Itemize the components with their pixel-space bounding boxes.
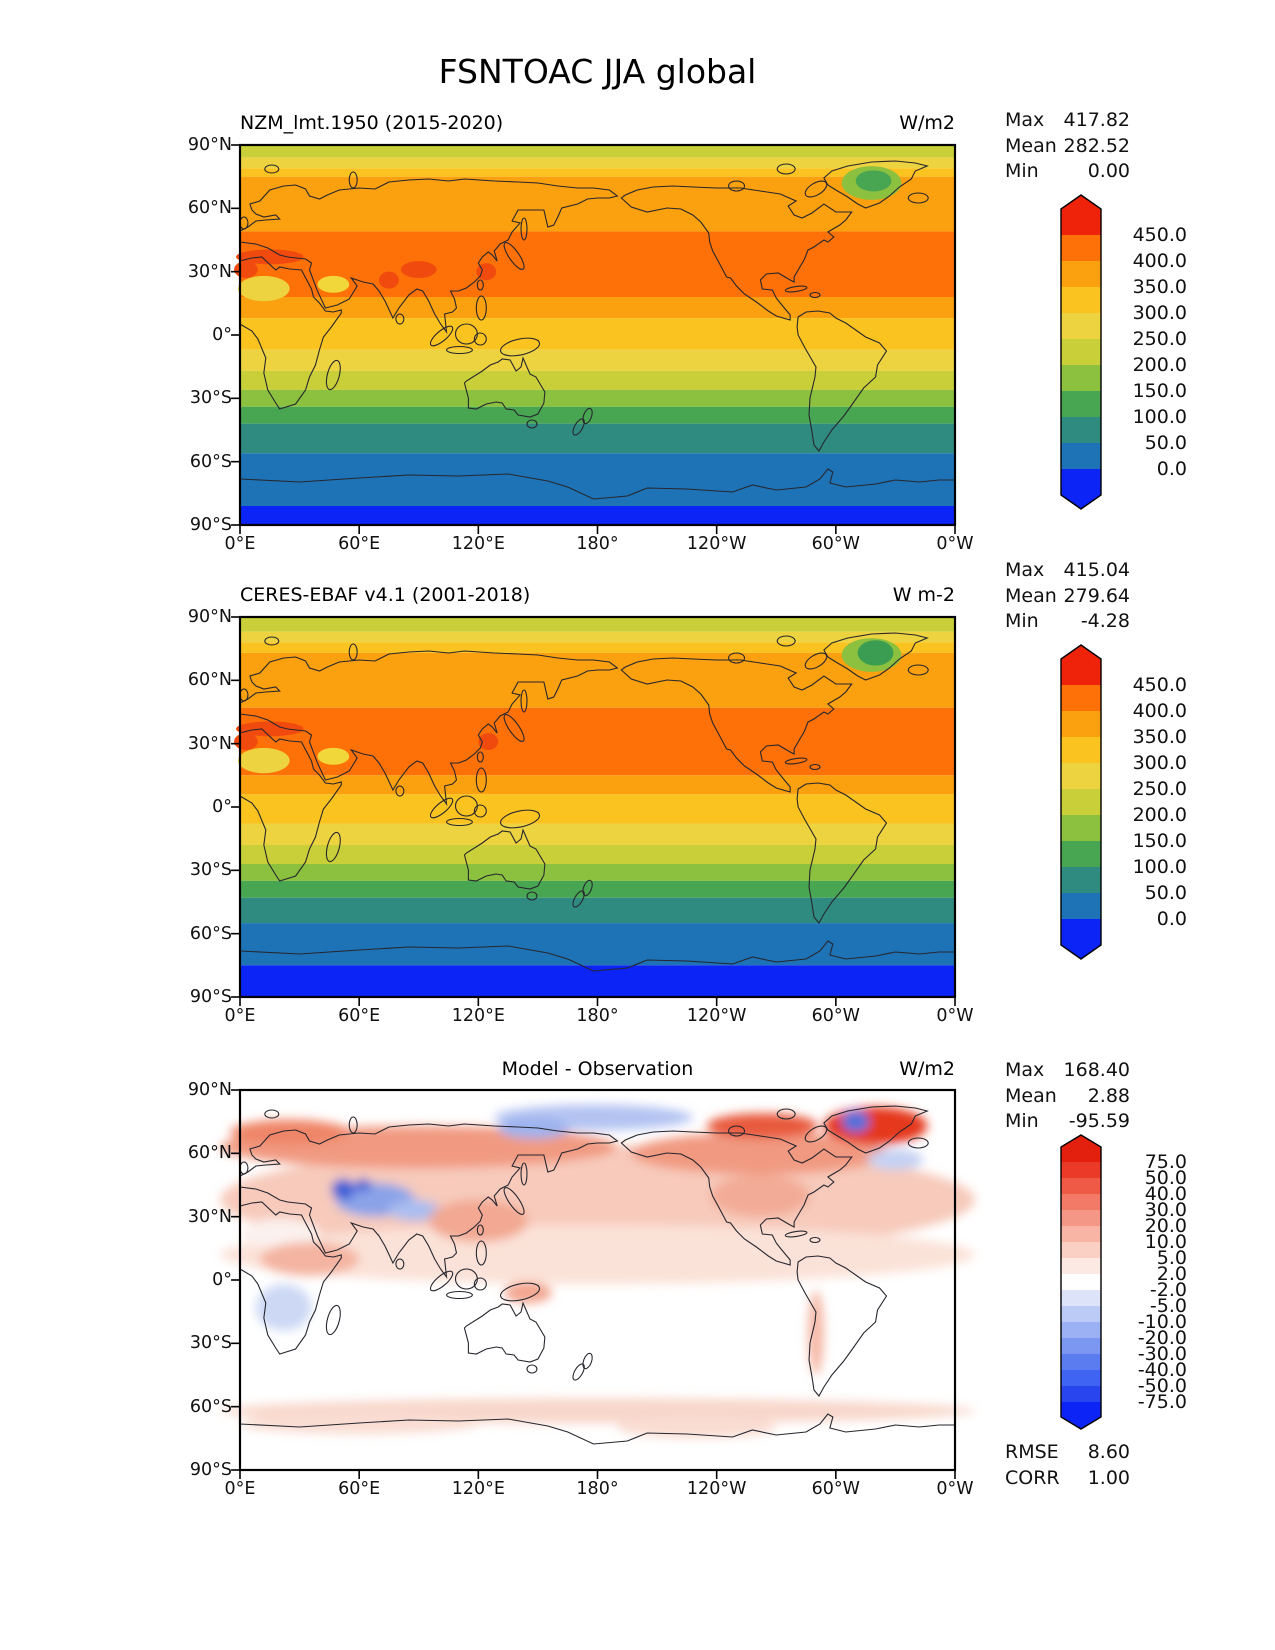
stat-value: 2.88 — [1087, 1084, 1130, 1107]
colorbar-tick-label: 250.0 — [1132, 778, 1187, 800]
colorbar-tick-label: 150.0 — [1132, 380, 1187, 402]
colorbar-tick-label: 250.0 — [1132, 328, 1187, 350]
panel-2-map — [240, 617, 955, 997]
panel-1-stats — [1005, 108, 1130, 185]
stat-row — [1005, 108, 1130, 134]
lon-tick-label: 120°E — [451, 534, 505, 554]
lon-tick-label: 120°E — [451, 1006, 505, 1026]
panel-2-stats — [1005, 558, 1130, 635]
stat-label: Min — [1005, 1110, 1039, 1132]
lon-tick-label: 60°W — [811, 1479, 860, 1499]
colorbar-tick-label: 450.0 — [1132, 674, 1187, 696]
colorbar-tick-label: -10.0 — [1137, 1311, 1187, 1333]
colorbar-tick-label: 30.0 — [1144, 1199, 1187, 1221]
stat-label: Max — [1005, 559, 1045, 581]
lat-tick-label: 90°N — [187, 135, 232, 155]
panel-2-title: CERES-EBAF v4.1 (2001-2018) — [240, 584, 531, 606]
colorbar-tick-label: 50.0 — [1144, 1167, 1187, 1189]
stat-value: -95.59 — [1068, 1110, 1130, 1132]
stat-value: 8.60 — [1087, 1441, 1130, 1463]
colorbar-tick-label: 0.0 — [1156, 908, 1187, 930]
lon-tick-label: 0°E — [224, 1006, 256, 1026]
lat-tick-label: 90°S — [189, 515, 232, 535]
colorbar-tick-label: 20.0 — [1144, 1215, 1187, 1237]
panel-3-title: Model - Observation — [501, 1058, 694, 1080]
lon-tick-label: 60°E — [338, 1006, 381, 1026]
lat-tick-label: 60°N — [187, 198, 232, 219]
panel-1-lat-axis — [160, 135, 232, 535]
lon-tick-label: 60°W — [811, 1006, 860, 1026]
colorbar-tick-label: 5.0 — [1156, 1247, 1187, 1269]
stat-label: CORR — [1005, 1466, 1060, 1489]
lat-tick-label: 60°S — [189, 923, 232, 944]
colorbar-gradient — [1061, 645, 1101, 959]
panel-1-lon-axis — [224, 534, 974, 558]
figure-title: FSNTOAC JJA global — [438, 52, 757, 91]
lon-tick-label: 60°E — [338, 1479, 381, 1499]
colorbar-tick-label: 450.0 — [1132, 224, 1187, 246]
stat-value: 415.04 — [1063, 559, 1130, 581]
colorbar-tick-label: 0.0 — [1156, 458, 1187, 480]
lon-tick-label: 120°W — [686, 534, 747, 554]
colorbar-tick-label: 200.0 — [1132, 354, 1187, 376]
lat-tick-label: 90°N — [187, 607, 232, 627]
panel-2-lon-axis — [224, 1006, 974, 1030]
lon-tick-label: 60°E — [338, 534, 381, 554]
stat-value: 0.00 — [1087, 160, 1130, 182]
lat-tick-label: 30°S — [189, 860, 232, 881]
panel-1-colorbar — [1061, 195, 1187, 509]
stat-value: 1.00 — [1087, 1466, 1130, 1489]
panel-1-header — [240, 112, 955, 134]
colorbar-tick-label: -20.0 — [1137, 1327, 1187, 1349]
lat-tick-label: 0° — [212, 797, 232, 817]
colorbar-tick-label: 50.0 — [1144, 882, 1187, 904]
panel-3-extra-stats — [1005, 1440, 1130, 1491]
stat-row — [1005, 1440, 1130, 1466]
panel-2-lat-axis — [160, 607, 232, 1007]
stat-row — [1005, 558, 1130, 584]
colorbar-tick-label: 50.0 — [1144, 432, 1187, 454]
colorbar-tick-label: 350.0 — [1132, 726, 1187, 748]
panel-3-header — [240, 1058, 955, 1080]
colorbar-tick-label: -5.0 — [1149, 1295, 1187, 1317]
stat-row — [1005, 584, 1130, 610]
stat-label: Min — [1005, 160, 1039, 182]
lat-tick-label: 60°N — [187, 670, 232, 691]
colorbar-tick-label: -75.0 — [1137, 1391, 1187, 1413]
panel-2-header — [240, 584, 955, 606]
colorbar-tick-label: 300.0 — [1132, 302, 1187, 324]
lat-tick-label: 90°N — [187, 1080, 232, 1100]
colorbar-tick-label: 40.0 — [1144, 1183, 1187, 1205]
colorbar-tick-label: -40.0 — [1137, 1359, 1187, 1381]
panel-1-map — [240, 145, 955, 525]
lon-tick-label: 120°E — [451, 1479, 505, 1499]
lat-tick-label: 0° — [212, 1270, 232, 1290]
lon-tick-label: 60°W — [811, 534, 860, 554]
lat-tick-label: 30°S — [189, 388, 232, 409]
panel-2-colorbar — [1061, 645, 1187, 959]
colorbar-tick-label: 200.0 — [1132, 804, 1187, 826]
lat-tick-label: 60°N — [187, 1143, 232, 1164]
stat-label: Min — [1005, 610, 1039, 632]
lon-tick-label: 120°W — [686, 1006, 747, 1026]
lat-tick-label: 0° — [212, 325, 232, 345]
panel-3-colorbar — [1061, 1135, 1187, 1429]
stat-row — [1005, 134, 1130, 160]
lat-tick-label: 30°N — [187, 261, 232, 282]
stat-row — [1005, 1466, 1130, 1492]
lat-tick-label: 90°S — [189, 987, 232, 1007]
lon-tick-label: 0°E — [224, 534, 256, 554]
panel-3-lon-axis — [224, 1479, 974, 1503]
colorbar-tick-label: 100.0 — [1132, 406, 1187, 428]
stat-row — [1005, 159, 1130, 185]
stat-row — [1005, 609, 1130, 635]
colorbar-tick-label: 300.0 — [1132, 752, 1187, 774]
colorbar-tick-label: 400.0 — [1132, 250, 1187, 272]
stat-row — [1005, 1109, 1130, 1135]
colorbar-tick-label: 350.0 — [1132, 276, 1187, 298]
lat-tick-label: 30°S — [189, 1333, 232, 1354]
colorbar-tick-label: 150.0 — [1132, 830, 1187, 852]
colorbar-gradient — [1061, 1135, 1101, 1429]
panel-2-units: W m-2 — [892, 584, 955, 606]
stat-label: Mean — [1005, 134, 1057, 157]
lon-tick-label: 180° — [576, 1006, 619, 1026]
lat-tick-label: 60°S — [189, 1396, 232, 1417]
lon-tick-label: 180° — [576, 534, 619, 554]
stat-value: -4.28 — [1080, 610, 1130, 632]
panel-3-map — [240, 1090, 955, 1470]
lon-tick-label: 180° — [576, 1479, 619, 1499]
colorbar-tick-label: 400.0 — [1132, 700, 1187, 722]
stat-row — [1005, 1058, 1130, 1084]
lon-tick-label: 120°W — [686, 1479, 747, 1499]
colorbar-tick-label: 100.0 — [1132, 856, 1187, 878]
colorbar-tick-label: -50.0 — [1137, 1375, 1187, 1397]
lon-tick-label: 0°W — [936, 534, 974, 554]
stat-label: RMSE — [1005, 1441, 1059, 1463]
stat-label: Max — [1005, 109, 1045, 131]
lat-tick-label: 60°S — [189, 451, 232, 472]
stat-row — [1005, 1084, 1130, 1110]
stat-value: 417.82 — [1063, 109, 1130, 131]
lon-tick-label: 0°W — [936, 1006, 974, 1026]
stat-value: 168.40 — [1063, 1059, 1130, 1081]
lon-tick-label: 0°W — [936, 1479, 974, 1499]
lon-tick-label: 0°E — [224, 1479, 256, 1499]
colorbar-tick-label: -30.0 — [1137, 1343, 1187, 1365]
panel-1-units: W/m2 — [899, 112, 955, 134]
lat-tick-label: 30°N — [187, 733, 232, 754]
panel-3-units: W/m2 — [899, 1058, 955, 1080]
colorbar-tick-label: 75.0 — [1144, 1151, 1187, 1173]
colorbar-gradient — [1061, 195, 1101, 509]
colorbar-tick-label: 2.0 — [1156, 1263, 1187, 1285]
panel-3-lat-axis — [160, 1080, 232, 1480]
stat-value: 282.52 — [1063, 134, 1130, 157]
colorbar-tick-label: -2.0 — [1149, 1279, 1187, 1301]
panel-1-title: NZM_lmt.1950 (2015-2020) — [240, 112, 504, 134]
stat-label: Max — [1005, 1059, 1045, 1081]
lat-tick-label: 90°S — [189, 1460, 232, 1480]
stat-label: Mean — [1005, 584, 1057, 607]
lat-tick-label: 30°N — [187, 1206, 232, 1227]
stat-label: Mean — [1005, 1084, 1057, 1107]
stat-value: 279.64 — [1063, 584, 1130, 607]
colorbar-tick-label: 10.0 — [1144, 1231, 1187, 1253]
panel-3-stats — [1005, 1058, 1130, 1135]
